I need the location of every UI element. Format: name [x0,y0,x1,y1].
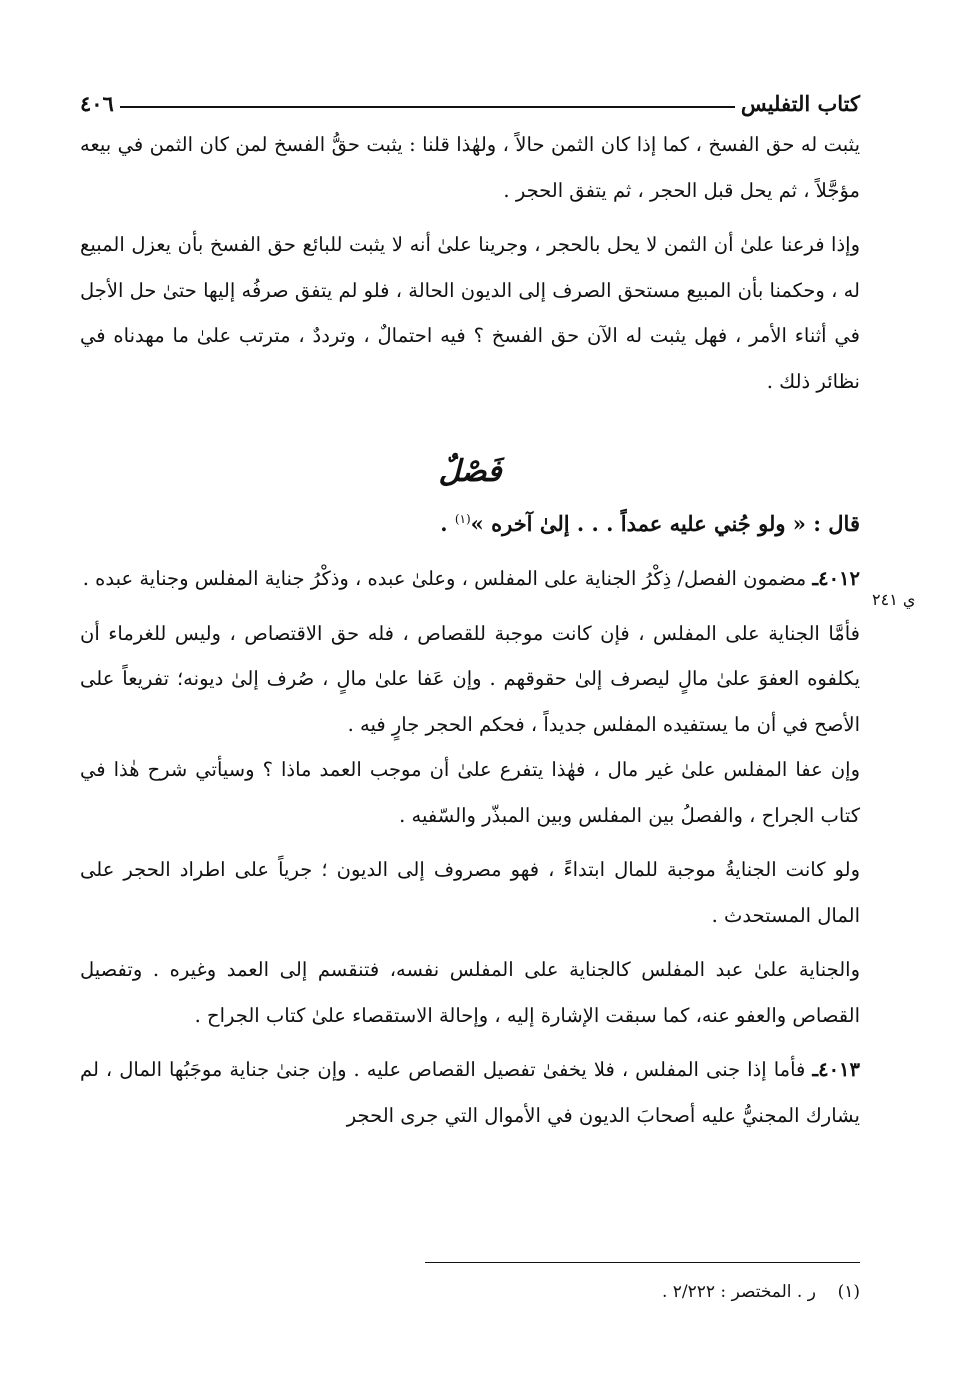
paragraph-4012 [80,556,860,602]
header-rule [120,106,735,108]
section-quote [80,496,860,547]
book-title: كتاب التفليس [740,91,860,116]
paragraph-text: مضمون الفصل/ ذِكْرُ الجناية على المفلس ، وعلىٰ عبده ، وذكْرُ جناية المفلس وجناية عبده . [82,567,813,590]
page-header [80,82,860,120]
paragraph-number: ٤٠١٣ـ [812,1058,860,1081]
footnote-marker: (١) [837,1282,860,1302]
footnote-rule [425,1262,860,1263]
footnote [380,1282,860,1302]
paragraph-number: ٤٠١٢ـ [812,567,860,590]
page-number: ٤٠٦ [80,91,114,116]
footnote-reference: (١) [454,512,471,526]
document-page [80,82,860,1138]
paragraph-2: وإذا فرعنا علىٰ أن الثمن لا يحل بالحجر ، وجرينا علىٰ أنه لا يثبت للبائع حق الفسخ بأن يعزل المبيع له ، وحكمنا بأن المبيع مستحق الصرف إلى الديون الحالة ، فلو لم يتفق صرفُه إليها حتىٰ حل الأجل في أثناء الأمر ، فهل يثبت له الآن حق الفسخ ؟ فيه احتمالٌ ، وترددٌ ، مترتب علىٰ ما مهدناه في نظائر ذلك . [80,233,860,393]
paragraph-4013 [80,1047,860,1138]
quote-end: . [440,511,455,536]
margin-note: ي ٢٤١ [872,590,916,609]
paragraph-slave-injury: والجناية علىٰ عبد المفلس كالجناية على المفلس نفسه، فتنقسم إلى العمد وغيره . وتفصيل القصاص والعفو عنه، كما سبقت الإشارة إليه ، وإحالة الاستقصاء علىٰ كتاب الجراح . [80,958,860,1027]
quote-text: قال : « ولو جُني عليه عمداً . . . إلىٰ آخره » [470,511,860,536]
paragraph-text: فأما إذا جنى المفلس ، فلا يخفىٰ تفصيل القصاص عليه . وإن جنىٰ جناية موجَبُها المال ، لم يشارك المجنيُّ عليه أصحابَ الديون في الأموال التي جرى الحجر [80,1058,860,1127]
section-heading: فَصْلٌ [438,454,502,489]
paragraph-pardon: وإن عفا المفلس علىٰ غير مال ، فهٰذا يتفرع علىٰ أن موجب العمد ماذا ؟ وسيأتي شرح هٰذا في كتاب الجراح ، والفصلُ بين المفلس وبين المبذّر والسّفيه . [80,758,860,827]
paragraph-money-injury: ولو كانت الجنايةُ موجبة للمال ابتداءً ، فهو مصروف إلى الديون ؛ جرياً على اطراد الحجر على المال المستحدث . [80,858,860,927]
paragraph-injury-on-bankrupt: فأمَّا الجناية على المفلس ، فإن كانت موجبة للقصاص ، فله حق الاقتصاص ، وليس للغرماء أن يكلفوه العفوَ علىٰ مالٍ ليصرف إلىٰ حقوقهم . وإن عَفا علىٰ مالٍ ، صُرف إلىٰ ديونه؛ تفريعاً على الأصح في أن ما يستفيده المفلس جديداً ، فحكم الحجر جارٍ فيه . [80,621,860,736]
paragraph-1: يثبت له حق الفسخ ، كما إذا كان الثمن حالاً ، ولهٰذا قلنا : يثبت حقُّ الفسخ لمن كان الثمن في بيعه مؤجَّلاً ، ثم يحل قبل الحجر ، ثم يتفق الحجر . [80,133,860,202]
footnote-text: ر . المختصر : ٢/٢٢٢ . [661,1282,816,1302]
